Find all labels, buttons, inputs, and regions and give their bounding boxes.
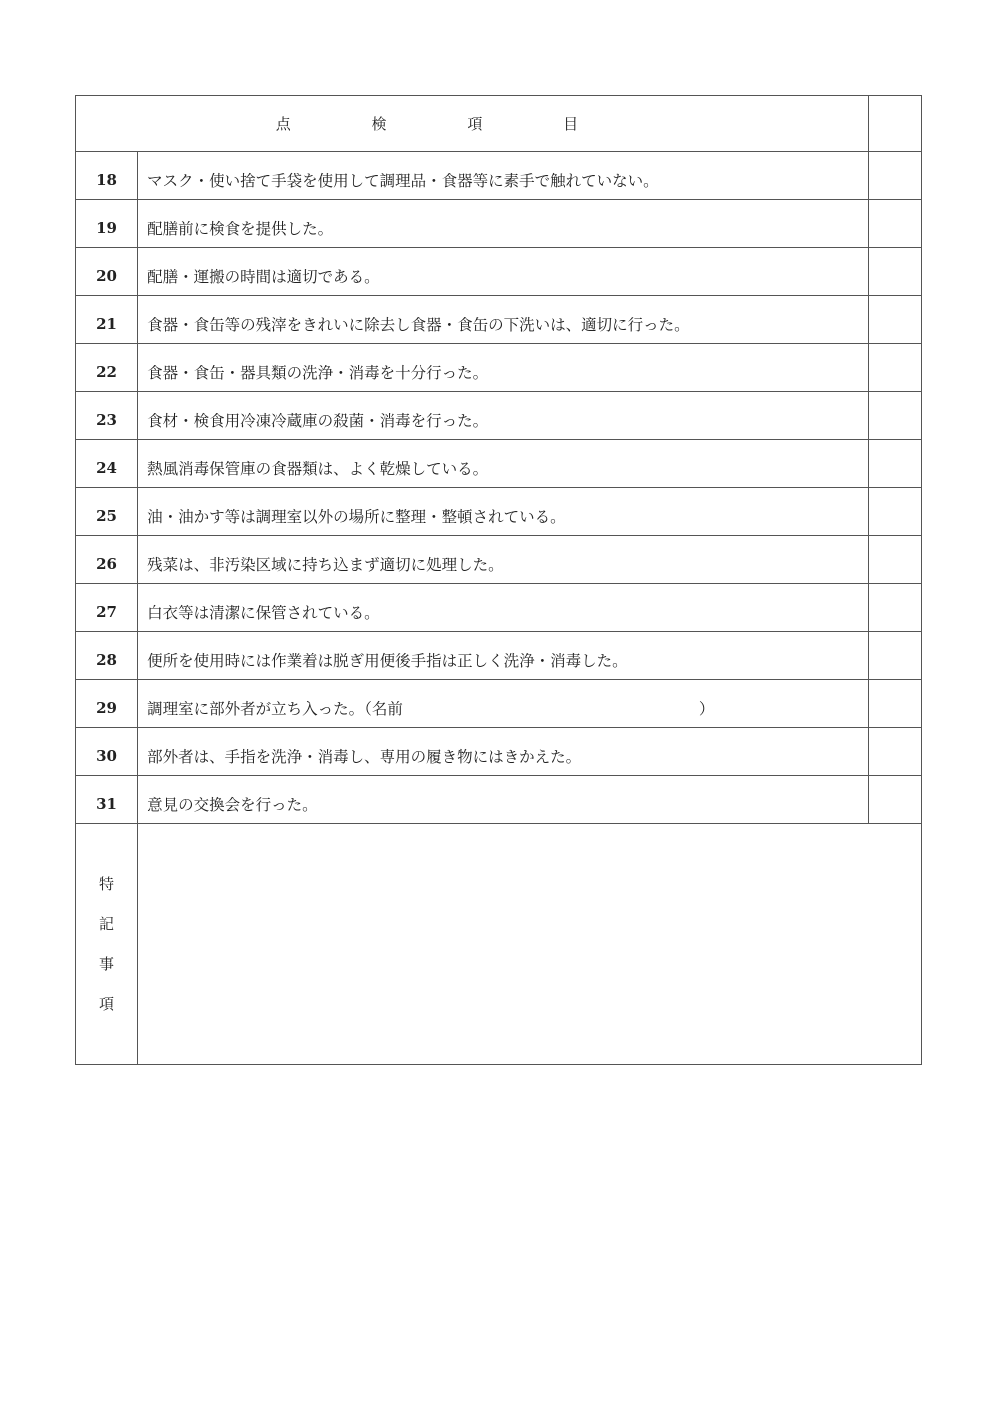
item-text: 残菜は、非汚染区域に持ち込まず適切に処理した。 bbox=[138, 536, 869, 584]
item-text: 配膳・運搬の時間は適切である。 bbox=[138, 248, 869, 296]
item-text: 便所を使用時には作業着は脱ぎ用便後手指は正しく洗浄・消毒した。 bbox=[138, 632, 869, 680]
item-number: 20 bbox=[76, 248, 138, 296]
item-number: 22 bbox=[76, 344, 138, 392]
table-row bbox=[76, 728, 922, 776]
check-cell[interactable] bbox=[868, 344, 921, 392]
item-text: 食器・食缶等の残滓をきれいに除去し食器・食缶の下洗いは、適切に行った。 bbox=[138, 296, 869, 344]
check-cell[interactable] bbox=[868, 680, 921, 728]
item-number: 27 bbox=[76, 584, 138, 632]
table-row bbox=[76, 344, 922, 392]
table-row bbox=[76, 776, 922, 824]
check-cell[interactable] bbox=[868, 488, 921, 536]
check-cell[interactable] bbox=[868, 200, 921, 248]
item-text: 調理室に部外者が立ち入った。（名前 bbox=[147, 699, 403, 718]
table-row bbox=[76, 440, 922, 488]
item-text: マスク・使い捨て手袋を使用して調理品・食器等に素手で触れていない。 bbox=[138, 152, 869, 200]
notes-label-char: 特 bbox=[99, 875, 115, 893]
check-cell[interactable] bbox=[868, 296, 921, 344]
header-char: 目 bbox=[563, 115, 579, 133]
item-text: 熱風消毒保管庫の食器類は、よく乾燥している。 bbox=[138, 440, 869, 488]
header-char: 検 bbox=[371, 115, 387, 133]
table-row bbox=[76, 680, 922, 728]
check-cell[interactable] bbox=[868, 584, 921, 632]
check-cell[interactable] bbox=[868, 728, 921, 776]
check-cell[interactable] bbox=[868, 440, 921, 488]
item-number: 24 bbox=[76, 440, 138, 488]
check-cell[interactable] bbox=[868, 536, 921, 584]
item-number: 29 bbox=[76, 680, 138, 728]
table-row bbox=[76, 632, 922, 680]
table-row bbox=[76, 584, 922, 632]
table-row bbox=[76, 200, 922, 248]
item-text-with-name-field bbox=[138, 680, 869, 728]
table-row bbox=[76, 488, 922, 536]
table-row bbox=[76, 248, 922, 296]
check-cell[interactable] bbox=[868, 392, 921, 440]
header-title-cell bbox=[76, 96, 869, 152]
closing-paren: ） bbox=[698, 699, 715, 718]
table-row bbox=[76, 536, 922, 584]
item-number: 23 bbox=[76, 392, 138, 440]
header-char: 項 bbox=[467, 115, 483, 133]
item-text: 白衣等は清潔に保管されている。 bbox=[138, 584, 869, 632]
item-number: 18 bbox=[76, 152, 138, 200]
check-cell[interactable] bbox=[868, 152, 921, 200]
check-cell[interactable] bbox=[868, 248, 921, 296]
item-text: 食器・食缶・器具類の洗浄・消毒を十分行った。 bbox=[138, 344, 869, 392]
notes-label-char: 事 bbox=[99, 955, 115, 973]
table-header-row bbox=[76, 96, 922, 152]
check-cell[interactable] bbox=[868, 776, 921, 824]
item-text: 配膳前に検食を提供した。 bbox=[138, 200, 869, 248]
item-number: 25 bbox=[76, 488, 138, 536]
inspection-checklist-table bbox=[75, 95, 922, 1065]
table-row bbox=[76, 392, 922, 440]
item-number: 28 bbox=[76, 632, 138, 680]
item-text: 食材・検食用冷凍冷蔵庫の殺菌・消毒を行った。 bbox=[138, 392, 869, 440]
header-char: 点 bbox=[275, 115, 291, 133]
special-notes-field[interactable] bbox=[138, 824, 922, 1065]
item-number: 30 bbox=[76, 728, 138, 776]
item-text: 意見の交換会を行った。 bbox=[138, 776, 869, 824]
item-number: 21 bbox=[76, 296, 138, 344]
table-row bbox=[76, 296, 922, 344]
notes-label-char: 項 bbox=[99, 995, 115, 1013]
special-notes-label bbox=[76, 824, 138, 1065]
table-row bbox=[76, 152, 922, 200]
item-number: 26 bbox=[76, 536, 138, 584]
item-number: 31 bbox=[76, 776, 138, 824]
item-number: 19 bbox=[76, 200, 138, 248]
item-text: 部外者は、手指を洗浄・消毒し、専用の履き物にはきかえた。 bbox=[138, 728, 869, 776]
check-cell[interactable] bbox=[868, 632, 921, 680]
header-title bbox=[238, 113, 616, 134]
item-text: 油・油かす等は調理室以外の場所に整理・整頓されている。 bbox=[138, 488, 869, 536]
header-check-cell bbox=[868, 96, 921, 152]
notes-label-char: 記 bbox=[99, 915, 115, 933]
special-notes-row bbox=[76, 824, 922, 1065]
